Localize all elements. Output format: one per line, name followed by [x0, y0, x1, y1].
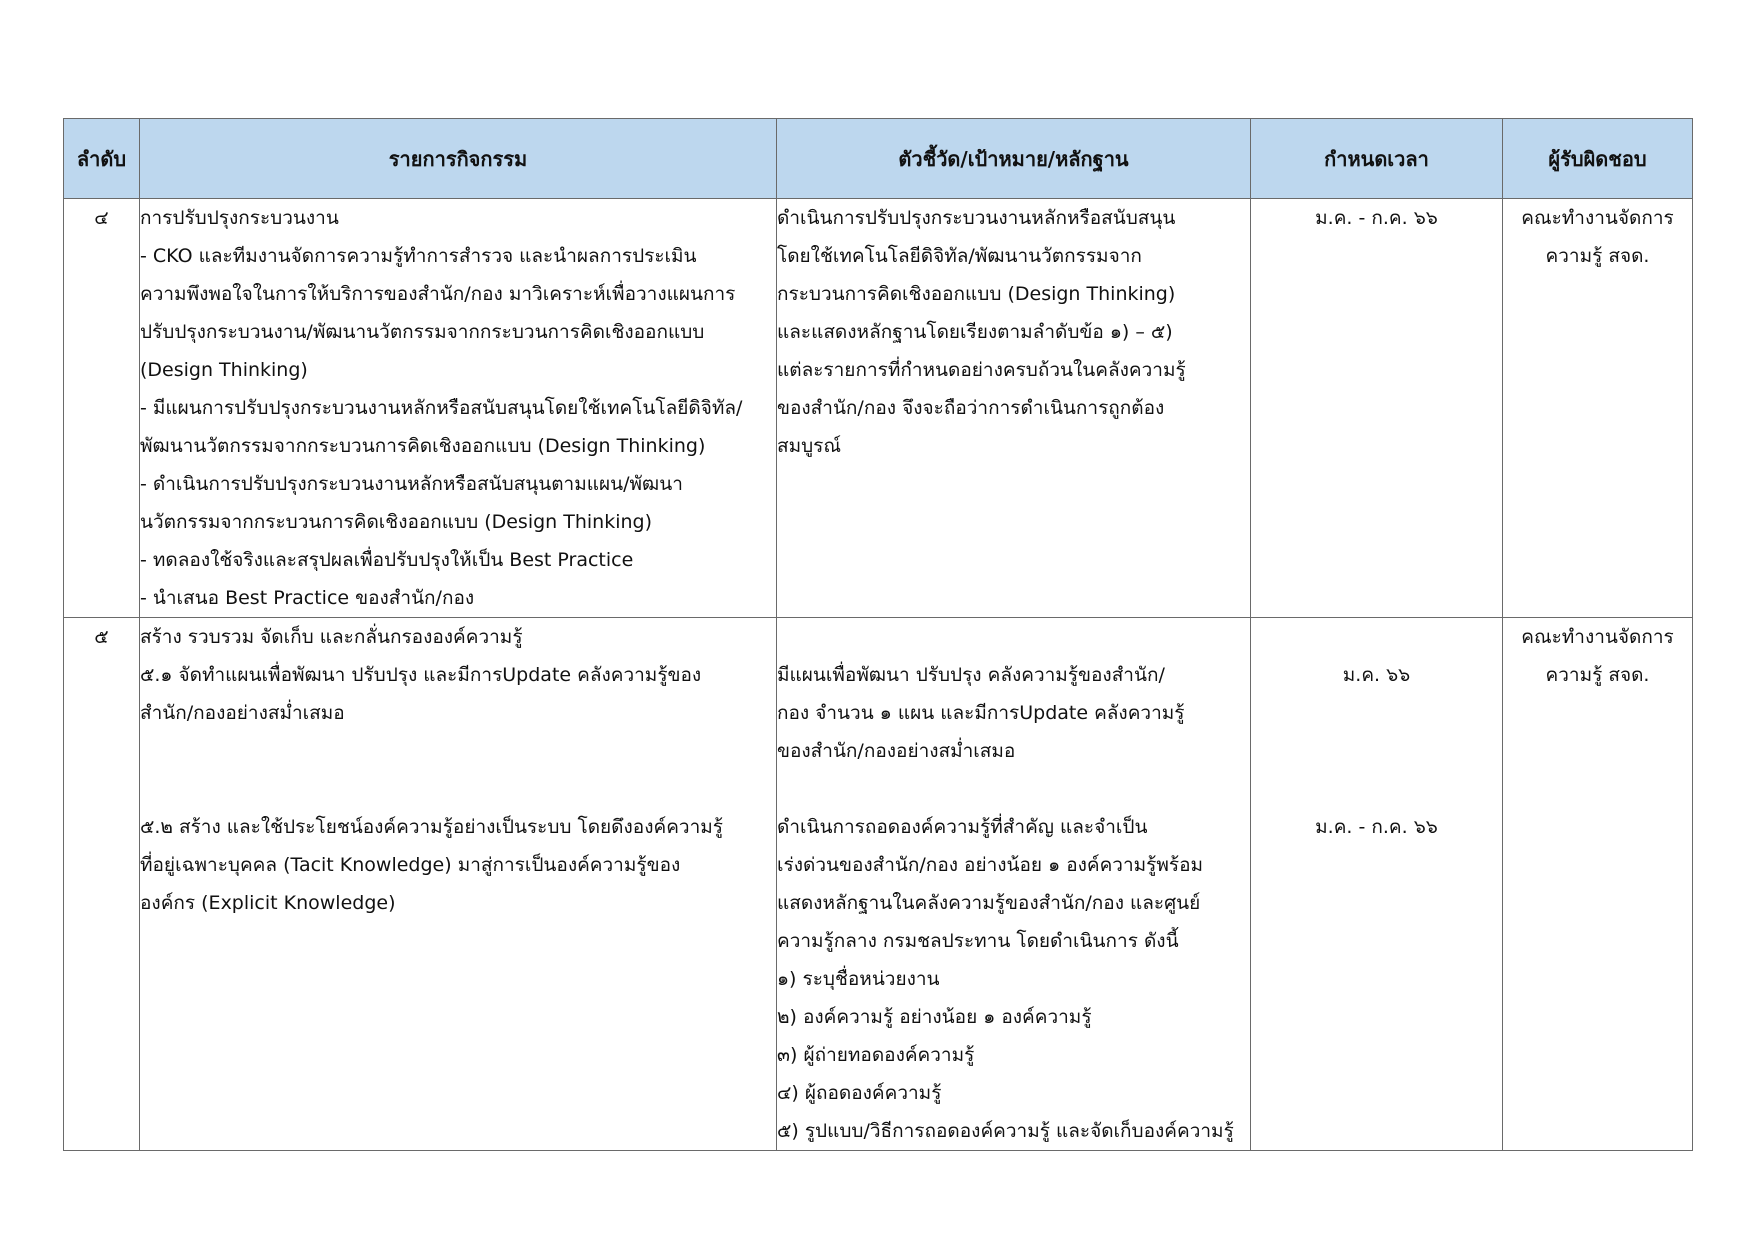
activity-line: ปรับปรุงกระบวนงาน/พัฒนานวัตกรรมจากกระบวนการคิดเชิงออกแบบ — [140, 321, 705, 343]
indicator-line: โดยใช้เทคโนโลยีดิจิทัล/พัฒนานวัตกรรมจาก — [777, 245, 1142, 267]
activity-line: - นำเสนอ Best Practice ของสำนัก/กอง — [140, 587, 475, 609]
header-owner: ผู้รับผิดชอบ — [1503, 119, 1693, 199]
indicator-cell — [777, 618, 1251, 1151]
indicator-line: ความรู้กลาง กรมชลประทาน โดยดำเนินการ ดังนี้ — [777, 930, 1179, 952]
indicator-line: ๑) ระบุชื่อหน่วยงาน — [777, 968, 940, 990]
indicator-line: เร่งด่วนของสำนัก/กอง อย่างน้อย ๑ องค์ความรู้พร้อม — [777, 854, 1204, 876]
indicator-line: ๔) ผู้ถอดองค์ความรู้ — [777, 1082, 942, 1104]
header-activity: รายการกิจกรรม — [140, 119, 777, 199]
activity-line: ๕.๑ จัดทำแผนเพื่อพัฒนา ปรับปรุง และมีการUpdate คลังความรู้ของ — [140, 664, 702, 686]
owner-line: คณะทำงานจัดการ — [1521, 626, 1674, 648]
indicator-line: และแสดงหลักฐานโดยเรียงตามลำดับข้อ ๑) – ๕) — [777, 321, 1173, 343]
time-value: ม.ค. - ก.ค. ๖๖ — [1315, 816, 1438, 838]
time-value: ม.ค. ๖๖ — [1342, 664, 1411, 686]
activity-line: การปรับปรุงกระบวนงาน — [140, 207, 339, 229]
indicator-line: แต่ละรายการที่กำหนดอย่างครบถ้วนในคลังความรู้ — [777, 359, 1186, 381]
activity-line: ความพึงพอใจในการให้บริการของสำนัก/กอง มาวิเคราะห์เพื่อวางแผนการ — [140, 283, 736, 305]
spacer — [1251, 694, 1502, 770]
activity-cell — [140, 199, 777, 618]
header-indicator: ตัวชี้วัด/เป้าหมาย/หลักฐาน — [777, 119, 1251, 199]
activity-line: - มีแผนการปรับปรุงกระบวนงานหลักหรือสนับสนุนโดยใช้เทคโนโลยีดิจิทัล/ — [140, 397, 743, 419]
indicator-line: ๒) องค์ความรู้ อย่างน้อย ๑ องค์ความรู้ — [777, 1006, 1092, 1028]
spacer — [1251, 618, 1502, 656]
table-header-row — [64, 119, 1693, 199]
row-number: ๕ — [64, 618, 140, 1151]
indicator-line: กอง จำนวน ๑ แผน และมีการUpdate คลังความรู้ — [777, 702, 1185, 724]
indicator-line: ดำเนินการปรับปรุงกระบวนงานหลักหรือสนับสนุน — [777, 207, 1176, 229]
time-cell — [1251, 618, 1503, 1151]
indicator-line: ดำเนินการถอดองค์ความรู้ที่สำคัญ และจำเป็น — [777, 816, 1148, 838]
indicator-line: กระบวนการคิดเชิงออกแบบ (Design Thinking) — [777, 283, 1176, 305]
activity-line: ๕.๒ สร้าง และใช้ประโยชน์องค์ความรู้อย่างเป็นระบบ โดยดึงองค์ความรู้ — [140, 816, 723, 838]
activity-line: สำนัก/กองอย่างสม่ำเสมอ — [140, 702, 345, 724]
activity-plan-table — [63, 118, 1693, 1151]
activity-line: (Design Thinking) — [140, 359, 308, 381]
activity-line: องค์กร (Explicit Knowledge) — [140, 892, 396, 914]
header-no: ลำดับ — [64, 119, 140, 199]
table-row — [64, 199, 1693, 618]
indicator-cell — [777, 199, 1251, 618]
spacer — [140, 732, 776, 808]
activity-cell — [140, 618, 777, 1151]
spacer — [777, 770, 1250, 808]
owner-line: คณะทำงานจัดการ — [1521, 207, 1674, 229]
activity-line: ที่อยู่เฉพาะบุคคล (Tacit Knowledge) มาสู่การเป็นองค์ความรู้ของ — [140, 854, 681, 876]
spacer — [777, 618, 1250, 656]
activity-line: - ดำเนินการปรับปรุงกระบวนงานหลักหรือสนับสนุนตามแผน/พัฒนา — [140, 473, 683, 495]
time-value: ม.ค. - ก.ค. ๖๖ — [1315, 207, 1438, 229]
owner-cell — [1503, 199, 1693, 618]
indicator-line: สมบูรณ์ — [777, 435, 842, 457]
activity-line: สร้าง รวบรวม จัดเก็บ และกลั่นกรององค์ความรู้ — [140, 626, 523, 648]
time-cell — [1251, 199, 1503, 618]
indicator-line: แสดงหลักฐานในคลังความรู้ของสำนัก/กอง และศูนย์ — [777, 892, 1201, 914]
activity-line: นวัตกรรมจากกระบวนการคิดเชิงออกแบบ (Design Thinking) — [140, 511, 653, 533]
indicator-line: มีแผนเพื่อพัฒนา ปรับปรุง คลังความรู้ของสำนัก/ — [777, 664, 1165, 686]
indicator-line: ของสำนัก/กองอย่างสม่ำเสมอ — [777, 740, 1016, 762]
activity-line: พัฒนานวัตกรรมจากกระบวนการคิดเชิงออกแบบ (Design Thinking) — [140, 435, 706, 457]
indicator-line: ของสำนัก/กอง จึงจะถือว่าการดำเนินการถูกต้อง — [777, 397, 1165, 419]
header-time: กำหนดเวลา — [1251, 119, 1503, 199]
activity-line: - CKO และทีมงานจัดการความรู้ทำการสำรวจ และนำผลการประเมิน — [140, 245, 697, 267]
owner-cell — [1503, 618, 1693, 1151]
table-row — [64, 618, 1693, 1151]
owner-line: ความรู้ สจด. — [1545, 245, 1650, 267]
indicator-line: ๕) รูปแบบ/วิธีการถอดองค์ความรู้ และจัดเก็บองค์ความรู้ — [777, 1120, 1234, 1142]
indicator-line: ๓) ผู้ถ่ายทอดองค์ความรู้ — [777, 1044, 975, 1066]
spacer — [1251, 770, 1502, 808]
owner-line: ความรู้ สจด. — [1545, 664, 1650, 686]
row-number: ๔ — [64, 199, 140, 618]
activity-line: - ทดลองใช้จริงและสรุปผลเพื่อปรับปรุงให้เป็น Best Practice — [140, 549, 634, 571]
